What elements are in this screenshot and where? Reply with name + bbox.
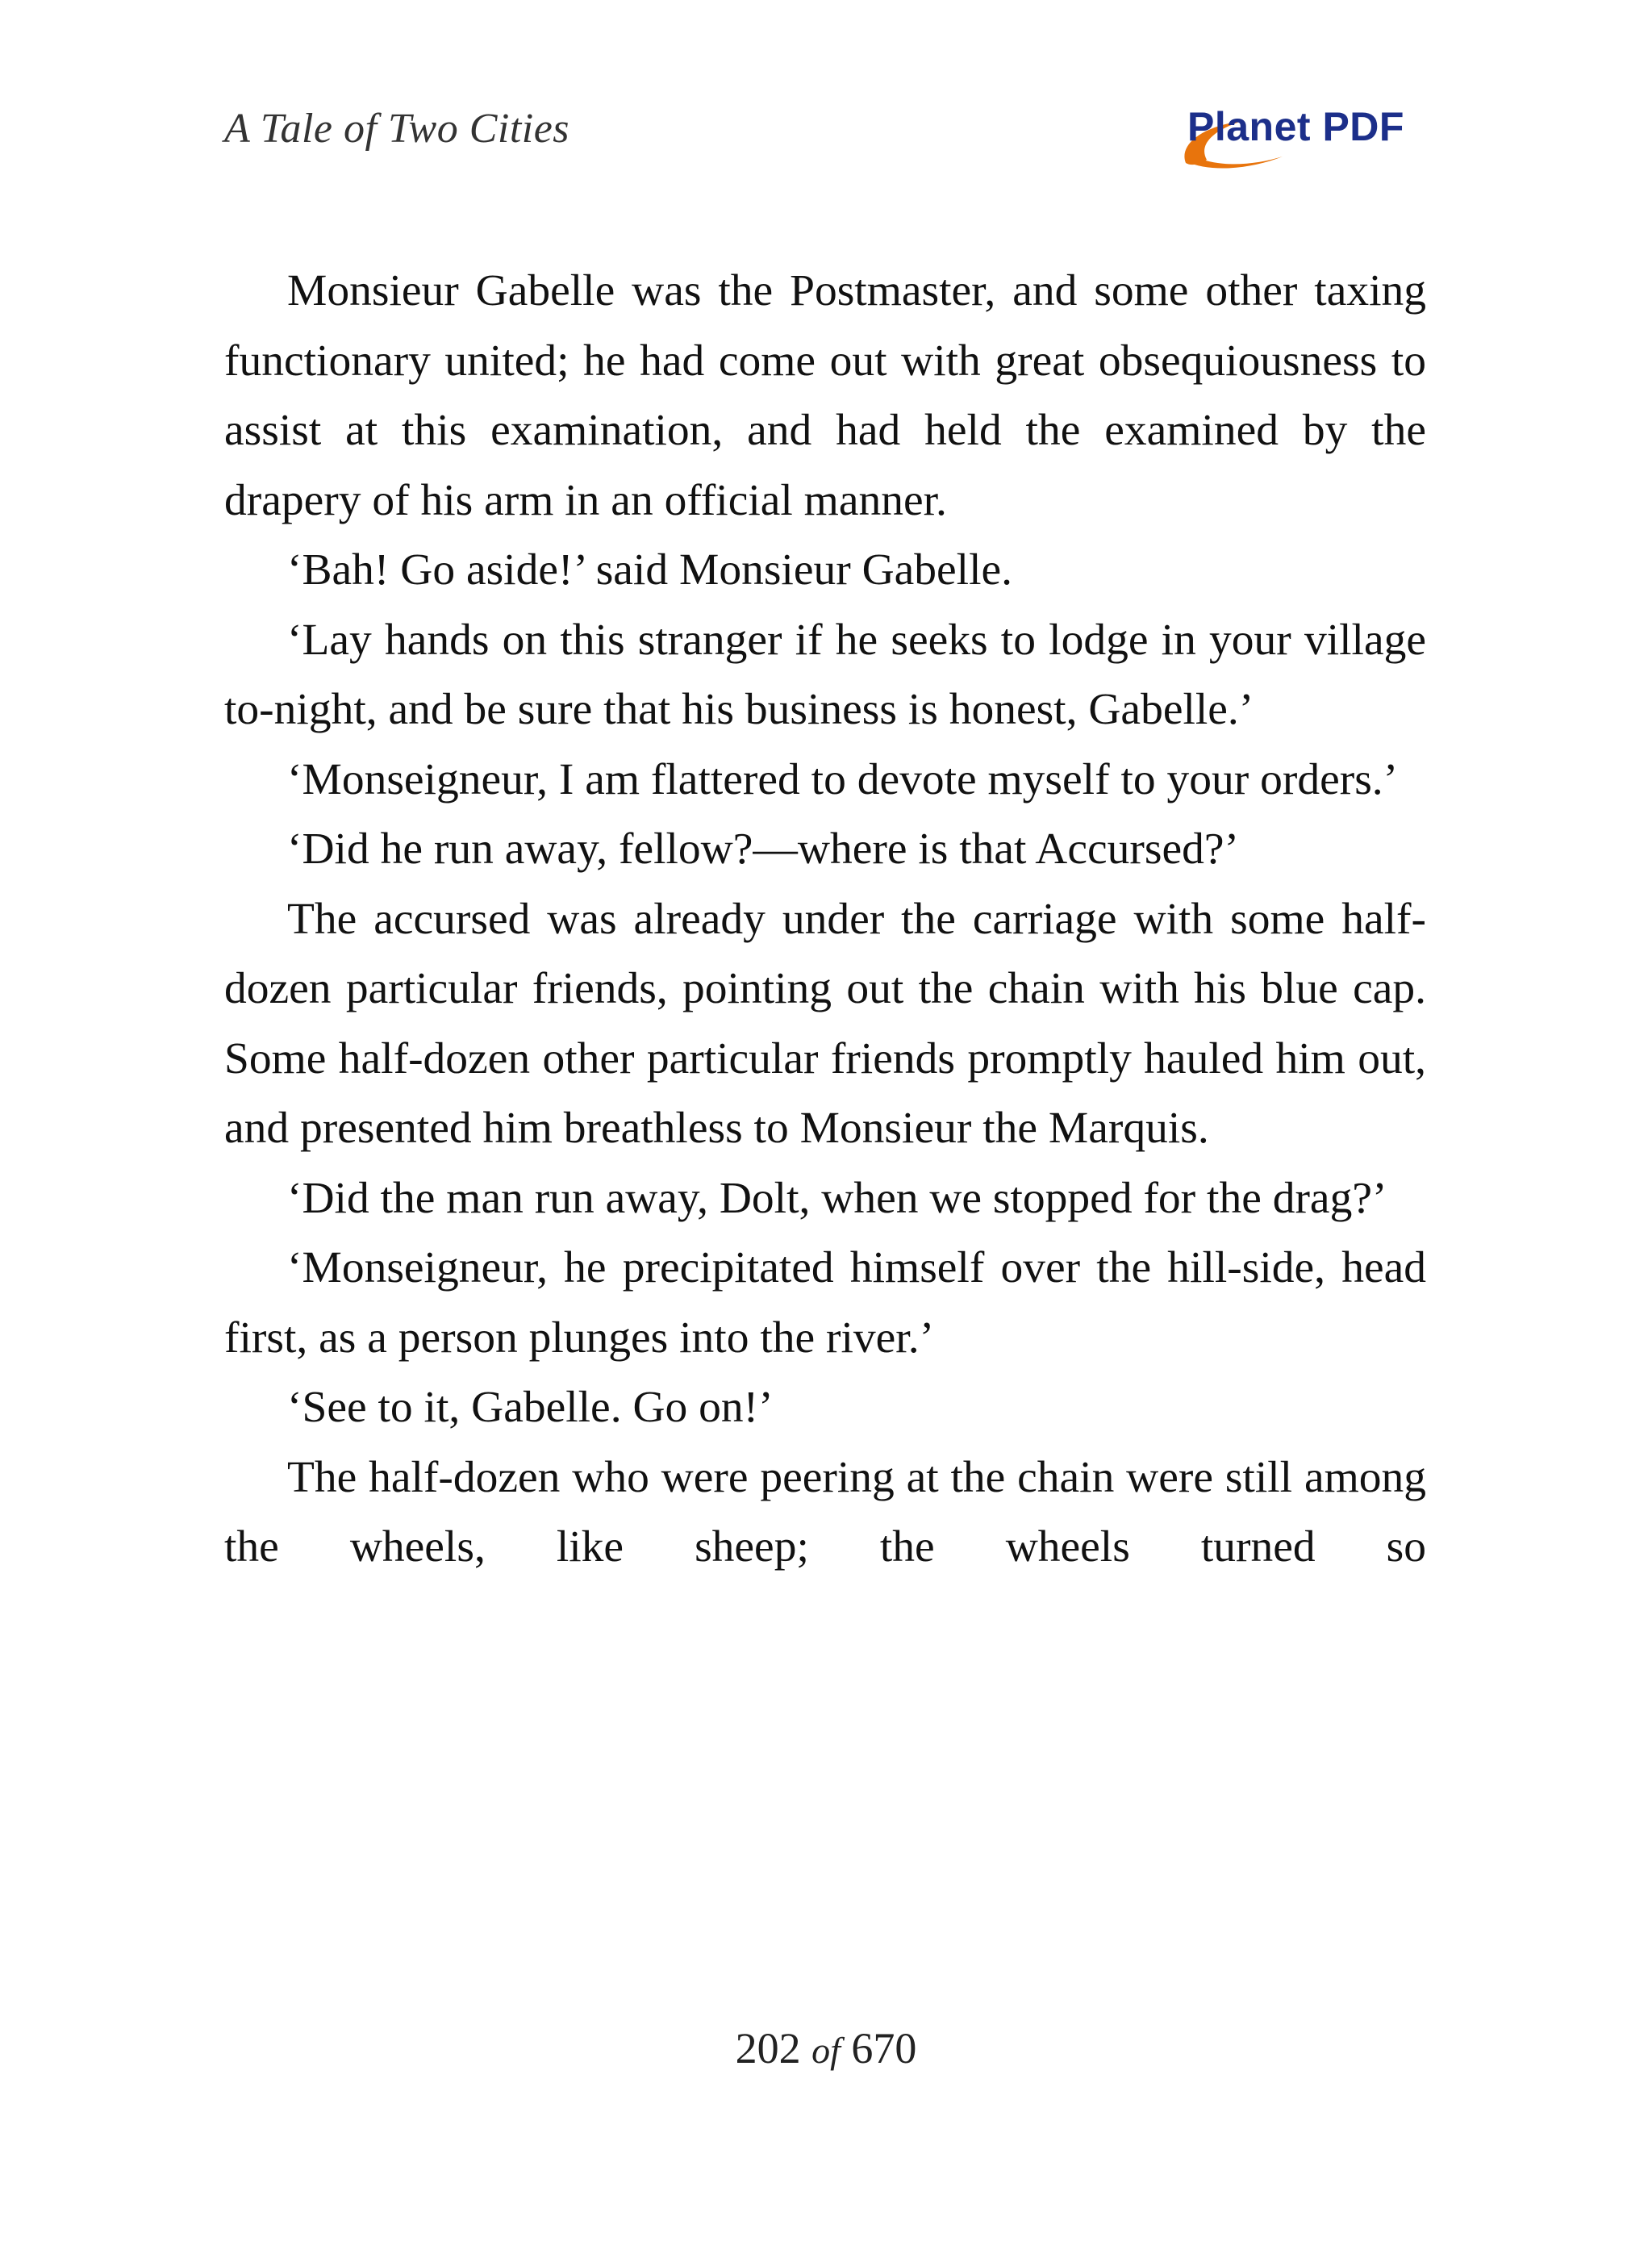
page-number — [0, 2023, 1652, 2073]
paragraph: ‘Lay hands on this stranger if he seeks to lodge in your village to-night, and be sure that his business is honest, Gabelle.’ — [224, 615, 1426, 734]
paragraph: ‘Did the man run away, Dolt, when we stopped for the drag?’ — [287, 1173, 1387, 1223]
paragraph: ‘Monseigneur, I am flattered to devote myself to your orders.’ — [287, 754, 1399, 804]
total-pages: 670 — [851, 2024, 917, 2072]
page-body — [224, 257, 1426, 1583]
paragraph: ‘Bah! Go aside!’ said Monsieur Gabelle. — [287, 545, 1013, 595]
paragraph: The accursed was already under the carriage with some half-dozen particular friends, pointing out the chain with his blue cap. Some half-dozen other particular friends promptly hauled him out, and presented him breathless to Monsieur the Marquis. — [224, 894, 1426, 1153]
page-of-label: of — [811, 2030, 841, 2071]
book-title: A Tale of Two Cities — [224, 106, 570, 152]
page-header — [0, 0, 1652, 210]
logo-text: Planet PDF — [1187, 104, 1404, 149]
paragraph: ‘Did he run away, fellow?—where is that Accursed?’ — [287, 824, 1239, 874]
paragraph: ‘See to it, Gabelle. Go on!’ — [287, 1383, 774, 1432]
planet-pdf-logo — [1162, 100, 1436, 173]
paragraph: Monsieur Gabelle was the Postmaster, and some other taxing functionary united; he had come out with great obsequiousness to assist at this examination, and had held the examined by the drapery of his arm in an official manner. — [224, 266, 1426, 525]
paragraph-continued: The half-dozen who were peering at the chain were still among the wheels, like sheep; the wheels turned so — [224, 1452, 1426, 1572]
paragraph: ‘Monseigneur, he precipitated himself over the hill-side, head first, as a person plunges into the river.’ — [224, 1243, 1426, 1363]
current-page: 202 — [735, 2024, 801, 2072]
